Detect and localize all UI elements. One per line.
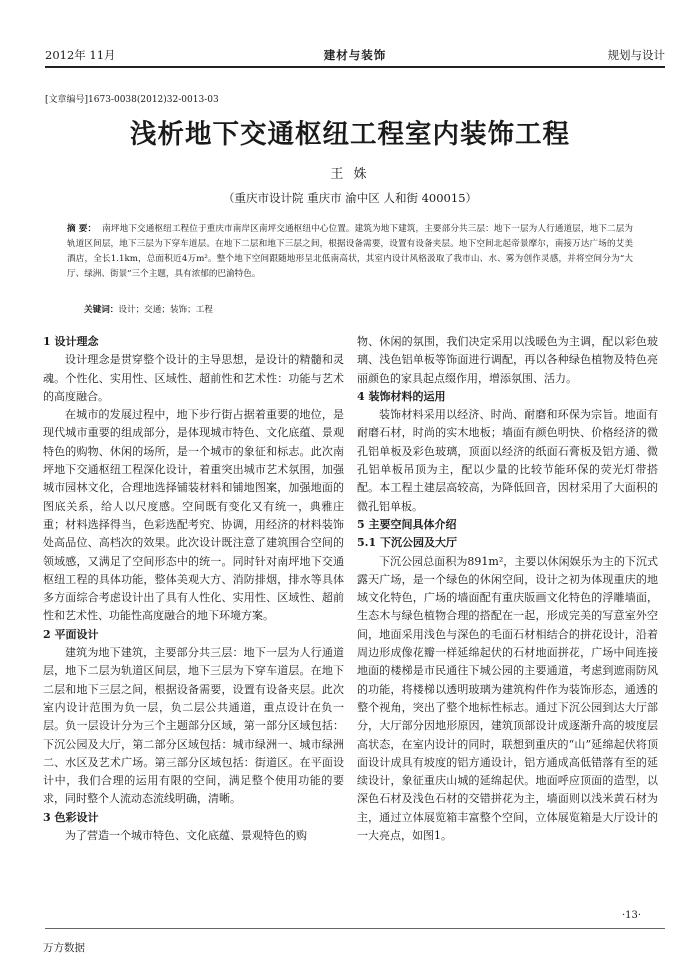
article-number: [文章编号]1673-0038(2012)32-0013-03 — [45, 95, 219, 105]
subsection-heading: 5.1 下沉公园及大厅 — [357, 536, 457, 550]
section-heading: 5 主要空间具体介绍 — [357, 517, 457, 531]
footer-watermark: 万方数据 — [43, 942, 85, 954]
paragraph: 为了营造一个城市特色、文化底蕴、景观特色的购 — [65, 829, 307, 843]
footer-rule — [45, 928, 665, 929]
section-heading: 4 装饰材料的运用 — [357, 389, 446, 403]
author: 王 姝 — [330, 167, 370, 182]
paragraph-continued: 物、休闲的氛围，我们决定采用以浅暖色为主调，配以彩色玻璃、浅色铝单板等饰面进行调配，再以各种绿色植物及特色亮丽颜色的家具起点缀作用，增添氛围、活力。 — [357, 335, 658, 385]
affiliation: （重庆市设计院 重庆市 渝中区 人和街 400015） — [222, 191, 478, 205]
abstract-label: 摘 要： — [67, 224, 97, 234]
article-title: 浅析地下交通枢纽工程室内装饰工程 — [130, 119, 570, 150]
paragraph: 下沉公园总面积为891m²，主要以休闲娱乐为主的下沉式露天广场，是一个绿色的休闲空间，设计之初为体现重庆的地域文化特色，广场的墙面配有重庆版画文化特色的浮雕墙面，生态木与绿色植物合理的搭配在一起，形成完美的写意室外空间，地面采用浅色与深色的毛面石材相结合的拼花设计，沿着周边形成像花瓣一样延绵起伏的石材地面拼花，广场中间连接地面的楼梯是市民通往下城公园的主要通道，考虑到遮雨防风的功能，将楼梯以透明玻璃为建筑构件作为装饰形态，通透的整个视角，突出了整个地标性标志。通过下沉公园到达大厅部分，大厅部分因地形原因，建筑顶部设计成逐渐升高的坡度层高状态，在室内设计的同时，联想到重庆的“山”延绵起伏将顶面设计成具有坡度的铝方通设计，铝方通成高低错落有至的延续设计，象征重庆山城的延绵起伏。地面呼应顶面的造型，以深色石材及浅色石材的交错拼花为主，墙面则以浅米黄石材为主，通过立体展览箱丰富整个空间，立体展览箱是大厅设计的一大亮点，如图1。 — [357, 554, 658, 843]
section-heading: 1 设计理念 — [43, 335, 99, 348]
left-column — [43, 333, 344, 845]
paragraph: 设计理念是贯穿整个设计的主导思想，是设计的精髓和灵魂。个性化、实用性、区域性、超前性和艺术性：功能与艺术的高度融合。 — [43, 353, 344, 403]
paragraph: 建筑为地下建筑，主要部分共三层：地下一层为人行通道层，地下二层为轨道区间层，地下三层为下穿车道层。在地下二层和地下三层之间，根据设备需要，设置有设备夹层。此次室内设计范围为负一层，负二层公共通道，重点设计在负一层。负一层设计分为三个主题部分区域，第一部分区域包括：下沉公园及大厅，第二部分区域包括：城市绿洲一、城市绿洲二、水区及艺术广场。第三部分区域包括：街道区。在平面设计中，我们合理的运用有限的空间，满足整个使用功能的要求，同时整个人流动态流线明确，清晰。 — [43, 646, 344, 806]
section-heading: 3 色彩设计 — [43, 810, 99, 824]
section-name: 规划与设计 — [607, 48, 665, 62]
section-heading: 2 平面设计 — [43, 627, 99, 641]
paragraph: 在城市的发展过程中，地下步行街占据着重要的地位，是现代城市重要的组成部分，是体现城市特色、文化底蕴、景观特色的购物、休闲的场所，是一个城市的象征和标志。此次南坪地下交通枢纽工程深化设计，着重突出城市艺术氛围，加强城市园林文化，合理地选择铺装材料和铺地图案，加强地面的图底关系，给人以尺度感。空间既有变化又有统一，典雅庄重；材料选择得当，色彩选配考究、协调，用经济的材料装饰处高品位、高档次的效果。此次设计既注意了建筑围合空间的领域感，又满足了空间形态中的统一。同时针对南坪地下交通枢纽工程的具体功能，整体美观大方、消防排烟，排水等具体多方面综合考虑设计出了具有人性化、实用性、区域性、超前性和艺术性、功能性高度融合的地下环境方案。 — [43, 408, 344, 623]
abstract — [67, 222, 633, 282]
right-column — [357, 333, 658, 845]
keywords — [84, 303, 213, 315]
header-rule — [45, 66, 665, 68]
issue-date: 2012年 11月 — [45, 48, 116, 62]
journal-name: 建材与装饰 — [323, 48, 387, 62]
page-number: ·13· — [622, 910, 642, 921]
paragraph: 装饰材料采用以经济、时尚、耐磨和环保为宗旨。地面有耐磨石材，时尚的实木地板；墙面有颜色明快、价格经济的微孔铝单板及彩色玻璃，顶面以经济的纸面石膏板及铝方通、微孔铝单板吊顶为主，配以少量的比较节能环保的荧光灯带搭配。本工程土建层高较高，为降低回音，因材采用了大面积的微孔铝单板。 — [357, 408, 658, 513]
keywords-text: 设计；交通；装饰；工程 — [118, 305, 213, 315]
abstract-text: 南坪地下交通枢纽工程位于重庆市南岸区南坪交通枢纽中心位置。建筑为地下建筑，主要部分共三层：地下一层为人行通道层，地下二层为轨道区间层，地下三层为下穿车道层。在地下二层和地下三层之间，根据设备需要，设置有设备夹层。地下空间北起帝景摩尔，南接万达广场的艾美酒店，全长1.1km，总面积近4万m²。整个地下空间跟随地形呈北低南高状，其室内设计风格汲取了我市山、水、雾为创作灵感，并将空间分为“大厅、绿洲、街景”三个主题，具有浓郁的巴渝特色。 — [67, 224, 633, 279]
page-header — [45, 43, 665, 67]
keywords-label: 关键词： — [84, 305, 119, 315]
